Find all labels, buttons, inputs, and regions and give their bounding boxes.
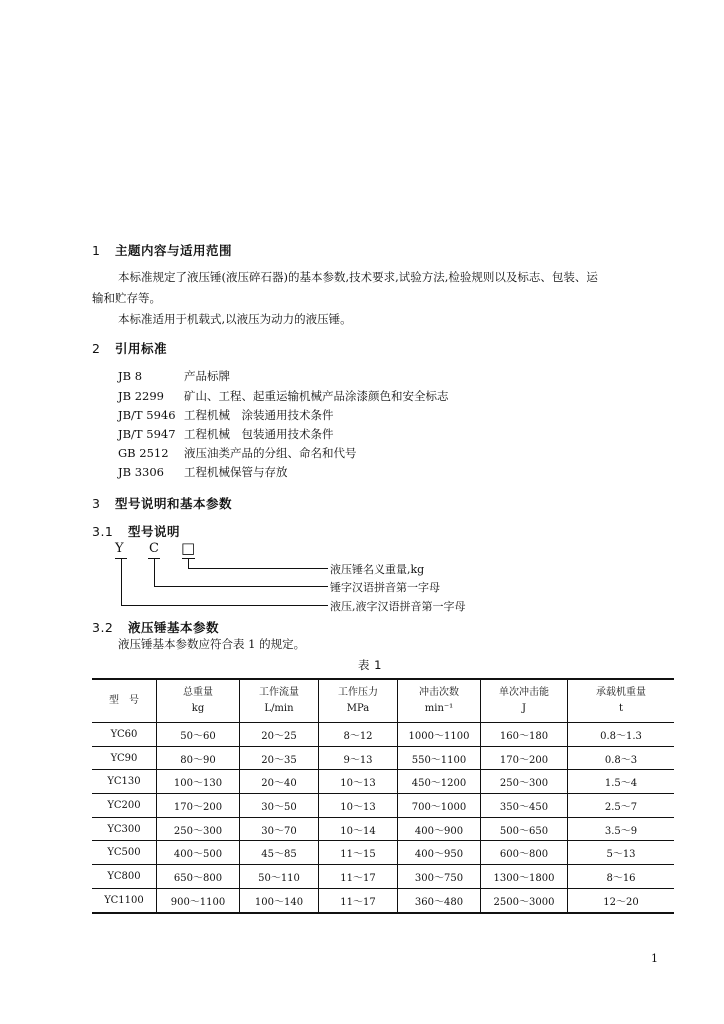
cell-model: YC800: [92, 865, 157, 889]
cell-weight: 400～500: [157, 841, 240, 865]
cell-model: YC90: [92, 746, 157, 770]
header-unit: MPa: [346, 703, 370, 714]
header-unit: kg: [191, 703, 205, 714]
cell-impact-energy: 250～300: [481, 770, 568, 794]
cell-weight: 250～300: [157, 817, 240, 841]
cell-impact-energy: 350～450: [481, 794, 568, 818]
model-letter-y: Y: [115, 541, 124, 556]
cell-model: YC200: [92, 794, 157, 818]
reference-title: 工程机械 包装通用技术条件: [184, 427, 334, 441]
cell-frequency: 450～1200: [398, 770, 481, 794]
cell-model: YC60: [110, 728, 138, 740]
table-row: [92, 723, 674, 747]
header-model: [92, 679, 157, 723]
reference-item: [118, 368, 230, 384]
label-hydraulic: 液压,液字汉语拼音第一字母: [330, 600, 466, 613]
reference-item: [118, 426, 334, 442]
cell-weight: 650～800: [157, 865, 240, 889]
cell-carrier-weight: 0.8～3: [568, 746, 675, 770]
section-1-heading: [92, 241, 232, 259]
cell-pressure: 9～13: [319, 746, 398, 770]
table-row: [92, 770, 674, 794]
cell-impact-energy: 160～180: [481, 723, 568, 747]
table-row: [92, 817, 674, 841]
cell-weight: 80～90: [157, 746, 240, 770]
reference-code: JB 3306: [118, 465, 164, 479]
cell-pressure: 10～13: [319, 794, 398, 818]
section-2-heading: [92, 339, 167, 357]
cell-impact-energy: 600～800: [481, 841, 568, 865]
cell-carrier-weight: 3.5～9: [568, 817, 675, 841]
cell-flow: 50～110: [240, 865, 319, 889]
section-3-1-heading: [92, 522, 180, 540]
section-3-2-number: 3.2: [92, 620, 114, 635]
page-number: 1: [651, 952, 658, 965]
header-unit: J: [521, 703, 526, 714]
header-unit: L/min: [264, 703, 294, 714]
header-line1: 工作压力: [338, 687, 378, 698]
cell-flow: 20～35: [240, 746, 319, 770]
cell-frequency: 400～950: [398, 841, 481, 865]
cell-impact-energy: 1300～1800: [481, 865, 568, 889]
cell-flow: 100～140: [240, 888, 319, 912]
cell-flow: 20～25: [240, 723, 319, 747]
reference-title: 工程机械保管与存放: [184, 465, 288, 479]
cell-weight: 50～60: [157, 723, 240, 747]
reference-code: JB 8: [118, 369, 143, 383]
section-1-number: 1: [92, 243, 101, 258]
cell-model: YC130: [92, 770, 157, 794]
leader-y-horizontal: [121, 605, 328, 606]
header-line1: 冲击次数: [419, 687, 459, 698]
cell-flow: 45～85: [240, 841, 319, 865]
table-caption: 表 1: [358, 658, 382, 672]
leader-c-horizontal: [154, 586, 328, 587]
cell-pressure: 10～14: [319, 817, 398, 841]
section-3-1-title: 型号说明: [127, 524, 180, 539]
table-row: [92, 841, 674, 865]
table-row: [92, 865, 674, 889]
cell-model: YC300: [92, 817, 157, 841]
section-3-number: 3: [92, 496, 101, 511]
leader-y-vertical: [121, 558, 122, 605]
model-letter-c: C: [149, 541, 159, 556]
header-unit: min⁻¹: [424, 703, 454, 714]
header-line1: 工作流量: [259, 687, 299, 698]
cell-pressure: 11～17: [319, 888, 398, 912]
reference-title: 矿山、工程、起重运输机械产品涂漆颜色和安全标志: [184, 389, 449, 403]
header-frequency: [398, 679, 481, 723]
label-hammer: 锤字汉语拼音第一字母: [330, 581, 440, 594]
reference-item: [118, 407, 334, 423]
cell-frequency: 700～1000: [398, 794, 481, 818]
header-flow: [240, 679, 319, 723]
header-line1: 总重量: [183, 687, 213, 698]
reference-item: [118, 388, 449, 404]
cell-frequency: 360～480: [398, 888, 481, 912]
cell-frequency: 550～1100: [398, 746, 481, 770]
section-1-title: 主题内容与适用范围: [115, 243, 233, 258]
cell-flow: 20～40: [240, 770, 319, 794]
section-2-number: 2: [92, 341, 101, 356]
cell-frequency: 300～750: [398, 865, 481, 889]
cell-weight: 170～200: [157, 794, 240, 818]
header-weight: [157, 679, 240, 723]
cell-pressure: 11～17: [319, 865, 398, 889]
cell-impact-energy: 170～200: [481, 746, 568, 770]
header-pressure: [319, 679, 398, 723]
reference-item: [118, 445, 357, 461]
section-3-title: 型号说明和基本参数: [115, 496, 233, 511]
cell-flow: 30～50: [240, 794, 319, 818]
cell-carrier-weight: 12～20: [568, 888, 675, 912]
cell-frequency: 400～900: [398, 817, 481, 841]
cell-frequency: 1000～1100: [398, 723, 481, 747]
header-impact-energy: [481, 679, 568, 723]
cell-pressure: 10～13: [319, 770, 398, 794]
cell-carrier-weight: 2.5～7: [568, 794, 675, 818]
leader-box-horizontal: [188, 568, 328, 569]
reference-code: JB/T 5946: [118, 408, 176, 422]
reference-title: 液压油类产品的分组、命名和代号: [184, 446, 357, 460]
cell-flow: 30～70: [240, 817, 319, 841]
leader-box-vertical: [188, 558, 189, 568]
parameter-table: [92, 678, 674, 914]
cell-weight: 900～1100: [157, 888, 240, 912]
cell-model: YC500: [92, 841, 157, 865]
cell-model: YC1100: [92, 888, 157, 912]
reference-code: JB/T 5947: [118, 427, 176, 441]
header-line1: 单次冲击能: [499, 687, 549, 698]
section-1-para2: 本标准适用于机载式,以液压为动力的液压锤。: [118, 312, 352, 326]
section-3-2-heading: [92, 618, 219, 636]
table-row: [92, 746, 674, 770]
reference-title: 产品标牌: [184, 369, 230, 383]
header-line1: 承载机重量: [596, 687, 646, 698]
cell-weight: 100～130: [157, 770, 240, 794]
model-weight-box: □: [181, 539, 196, 557]
section-1-para1-line1: 本标准规定了液压锤(液压碎石器)的基本参数,技术要求,试验方法,检验规则以及标志、包装、运: [118, 270, 598, 284]
section-3-1-number: 3.1: [92, 524, 114, 539]
section-1-para1-line2: 输和贮存等。: [92, 291, 161, 305]
section-3-2-title: 液压锤基本参数: [127, 620, 219, 635]
header-unit: t: [618, 703, 624, 714]
cell-impact-energy: 2500～3000: [481, 888, 568, 912]
table-row: [92, 794, 674, 818]
cell-impact-energy: 500～650: [481, 817, 568, 841]
cell-carrier-weight: 1.5～4: [568, 770, 675, 794]
label-weight: 液压锤名义重量,kg: [330, 563, 425, 576]
table-row: [92, 888, 674, 912]
cell-carrier-weight: 8～16: [568, 865, 675, 889]
section-3-2-text: 液压锤基本参数应符合表 1 的规定。: [118, 637, 306, 651]
reference-item: [118, 464, 288, 480]
section-2-title: 引用标准: [115, 341, 168, 356]
reference-code: GB 2512: [118, 446, 169, 460]
section-3-heading: [92, 494, 232, 512]
cell-pressure: 8～12: [319, 723, 398, 747]
cell-carrier-weight: 5～13: [568, 841, 675, 865]
table-header-row: [92, 679, 674, 723]
cell-carrier-weight: 0.8～1.3: [568, 723, 675, 747]
leader-c-vertical: [154, 558, 155, 586]
header-carrier-weight: [568, 679, 675, 723]
reference-code: JB 2299: [118, 389, 164, 403]
cell-pressure: 11～15: [319, 841, 398, 865]
header-line1: 型 号: [109, 695, 139, 706]
reference-title: 工程机械 涂装通用技术条件: [184, 408, 334, 422]
